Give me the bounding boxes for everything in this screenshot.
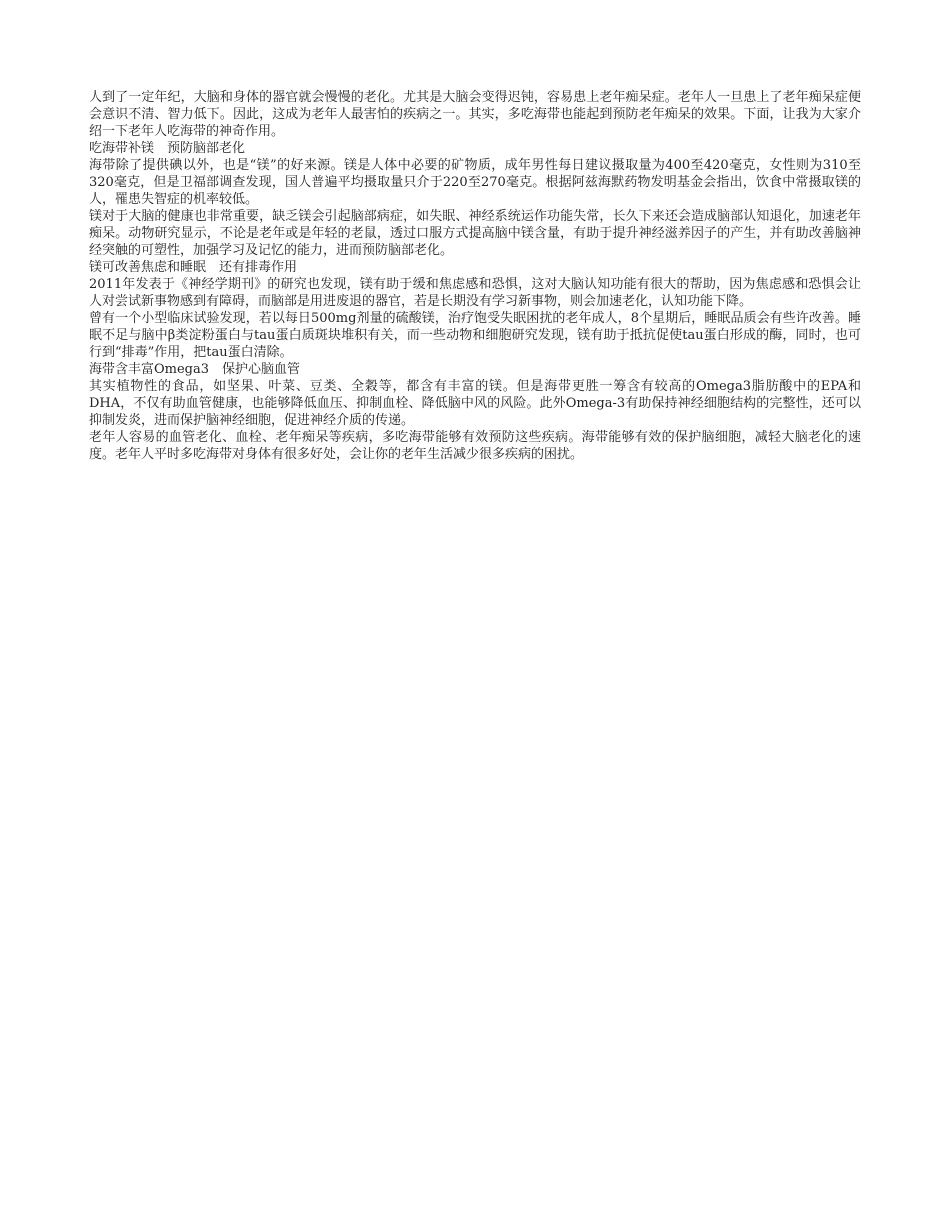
section-heading-anxiety-sleep: 镁可改善焦虑和睡眠 还有排毒作用 xyxy=(89,260,298,275)
section2-paragraph-2: 曾有一个小型临床试验发现，若以每日500mg剂量的硫酸镁，治疗饱受失眠困扰的老年成人，8个星期后，睡眠品质会有些许改善。睡眠不足与脑中β类淀粉蛋白与tau蛋白质斑块堆积有关，而一些动物和细胞研究发现，镁有助于抵抗促使tau蛋白形成的酶，同时，也可行到“排毒”作用，把tau蛋白清除。 xyxy=(89,311,861,360)
section2-paragraph-1: 2011年发表于《神经学期刊》的研究也发现，镁有助于缓和焦虑感和恐惧，这对大脑认知功能有很大的帮助，因为焦虑感和恐惧会让人对尝试新事物感到有障碍，而脑部是用进废退的器官，若是长期没有学习新事物，则会加速老化，认知功能下降。 xyxy=(89,277,861,309)
section3-paragraph-1: 其实植物性的食品，如坚果、叶菜、豆类、全穀等，都含有丰富的镁。但是海带更胜一筹含有较高的Omega3脂肪酸中的EPA和DHA，不仅有助血管健康，也能够降低血压、抑制血栓、降低脑中风的风险。此外Omega-3有助保持神经细胞结构的完整性，还可以抑制发炎，进而保护脑神经细胞，促进神经介质的传递。 xyxy=(89,379,861,428)
section-heading-omega3: 海带含丰富Omega3 保护心脑血管 xyxy=(89,362,301,377)
section1-paragraph-1: 海带除了提供碘以外，也是“镁”的好来源。镁是人体中必要的矿物质，成年男性每日建议摄取量为400至420毫克，女性则为310至320毫克，但是卫福部调查发现，国人普遍平均摄取量只介于220至270毫克。根据阿兹海默药物发明基金会指出，饮食中常摄取镁的人，罹患失智症的机率较低。 xyxy=(89,158,861,207)
section1-paragraph-2: 镁对于大脑的健康也非常重要，缺乏镁会引起脑部病症，如失眠、神经系统运作功能失常，长久下来还会造成脑部认知退化，加速老年痴呆。动物研究显示，不论是老年或是年轻的老鼠，透过口服方式提高脑中镁含量，有助于提升神经滋养因子的产生，并有助改善脑神经突触的可塑性，加强学习及记忆的能力，进而预防脑部老化。 xyxy=(89,209,861,258)
section-heading-magnesium: 吃海带补镁 预防脑部老化 xyxy=(89,141,246,156)
intro-paragraph: 人到了一定年纪，大脑和身体的器官就会慢慢的老化。尤其是大脑会变得迟钝，容易患上老年痴呆症。老年人一旦患上了老年痴呆症便会意识不清、智力低下。因此，这成为老年人最害怕的疾病之一。其实，多吃海带也能起到预防老年痴呆的效果。下面，让我为大家介绍一下老年人吃海带的神奇作用。 xyxy=(89,90,861,139)
section3-paragraph-2: 老年人容易的血管老化、血栓、老年痴呆等疾病，多吃海带能够有效预防这些疾病。海带能够有效的保护脑细胞，减轻大脑老化的速度。老年人平时多吃海带对身体有很多好处，会让你的老年生活减少很多疾病的困扰。 xyxy=(89,430,861,462)
document-body xyxy=(89,89,861,463)
